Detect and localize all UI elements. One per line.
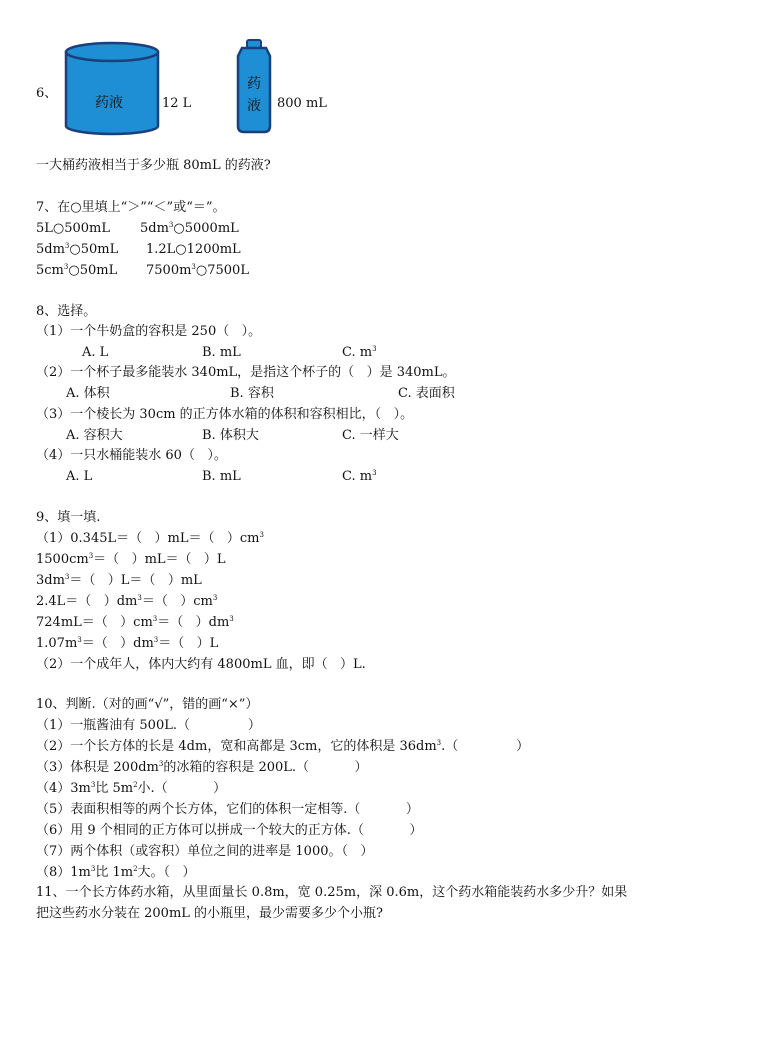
q8-option: B. mL [202,469,241,484]
q8-option: B. mL [202,345,241,360]
q8-option: C. 表面积 [398,386,455,401]
q8-option: A. 容积大 [66,428,123,443]
q10-item: （7）两个体积（或容积）单位之间的进率是 1000。（ ） [36,844,374,859]
q8-option: B. 体积大 [202,428,259,443]
barrel-figure [64,40,160,136]
bottle-label-1: 药 [247,76,261,92]
q9-line: （2）一个成年人，体内大约有 4800mL 血，即（ ）L. [36,657,366,672]
q9-title: 9、填一填. [36,510,101,525]
q10-item: $(8)1m^3$比 $1m^2$大。（ ） [36,865,196,880]
q8-title: 8、选择。 [36,304,97,319]
q10-title: 10、判断.（对的画“√”，错的画“×”） [36,697,259,712]
q8-option: C. 一样大 [342,428,399,443]
q9-line: $1.07m^3=$（ ）$dm^3=$（ ）L [36,636,219,651]
q7-item: 5L○500mL [36,221,111,236]
q9-line: 724mL＝（ ）$cm^3=$（ ）$dm^3$ [36,615,234,630]
q10-item: （6）用 9 个相同的正方体可以拼成一个较大的正方体.（ ） [36,823,423,838]
q9-line: $1500cm^3=$（ ）mL＝（ ）L [36,552,226,567]
barrel-label: 药液 [95,95,123,111]
q8-option: C. $m^3$ [342,469,377,484]
q8-option: A. L [82,345,109,360]
q8-option: B. 容积 [230,386,274,401]
q7-item: $7500m^3○7500L$ [146,263,249,278]
q8-sub-question: （2）一个杯子最多能装水 340mL，是指这个杯子的（ ）是 340mL。 [36,365,456,380]
q10-item: $(4)3m^3$比 $5m^2$小.（ ） [36,781,227,796]
q7-title: 7、在○里填上“＞”“＜”或“＝”。 [36,200,226,215]
q7-item: $5dm^3○5000mL$ [140,221,239,236]
q9-line: $3dm^3=$（ ）L＝（ ）mL [36,573,202,588]
q8-sub-question: （3）一个棱长为 30cm 的正方体水箱的体积和容积相比，（ ）。 [36,407,414,422]
q8-option: A. L [66,469,93,484]
q10-item: （5）表面积相等的两个长方体，它们的体积一定相等.（ ） [36,802,419,817]
q9-line: （1）0.345L＝（ ）mL＝（ ）$cm^3$ [36,531,264,546]
q10-item: （1）一瓶酱油有 500L.（ ） [36,718,261,733]
bottle-label-2: 液 [247,98,261,114]
q8-sub-question: （4）一只水桶能装水 60（ ）。 [36,448,227,463]
q11-line: 把这些药水分装在 200mL 的小瓶里，最少需要多少个小瓶? [36,906,384,921]
q7-item: 1.2L○1200mL [146,242,241,257]
q8-option: A. 体积 [66,386,110,401]
q11-line: 11、一个长方体药水箱，从里面量长 0.8m，宽 0.25m，深 0.6m，这个药水箱能装药水多少升？如果 [36,885,628,900]
q10-item: （2）一个长方体的长是 4dm，宽和高都是 3cm，它的体积是 $36dm^3$.（ ） [36,739,530,754]
bottle-volume: 800 mL [277,96,327,111]
q10-item: （3）体积是 $200dm^3$的冰箱的容积是 200L.（ ） [36,760,368,775]
q8-option: C. $m^3$ [342,345,377,360]
q7-item: $5cm^3○50mL$ [36,263,118,278]
q9-line: 2.4L＝（ ）$dm^3=$（ ）$cm^3$ [36,594,218,609]
q7-item: $5dm^3○50mL$ [36,242,119,257]
q6-question: 一大桶药液相当于多少瓶 80mL 的药液? [36,158,271,173]
q8-sub-question: （1）一个牛奶盒的容积是 250（ ）。 [36,324,262,339]
q6-number: 6、 [36,86,58,101]
barrel-volume: 12 L [162,96,192,111]
